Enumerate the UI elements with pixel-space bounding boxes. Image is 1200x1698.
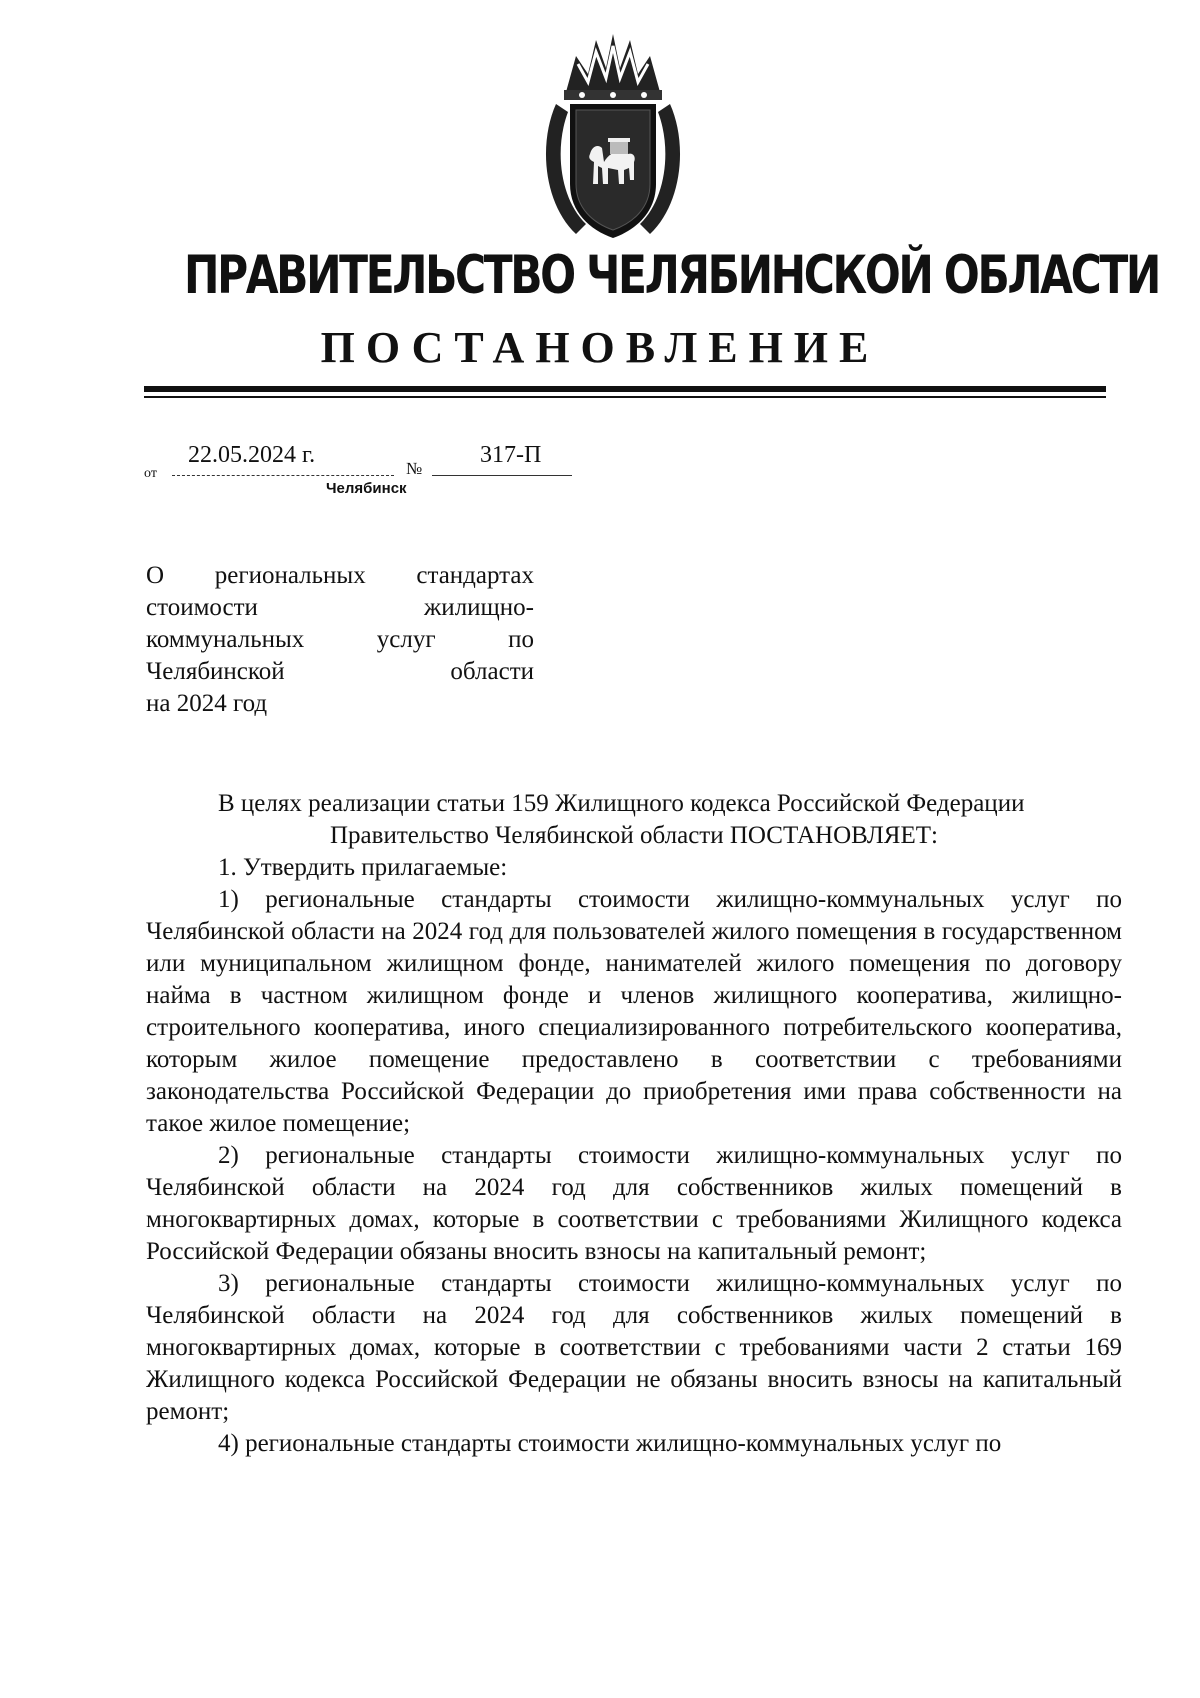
subitem-paragraph: 3) региональные стандарты стоимости жилищно-коммунальных услуг по Челябинской области на 2024 год для собственников жилых помещений в многоквартирных домах, которые в соответствии с требованиями части 2 статьи 169 Жилищного кодекса Российской Федерации не обязаны вносить взносы на капитальный ремонт; — [146, 1270, 1122, 1425]
item-paragraph: 1. Утвердить прилагаемые: — [218, 854, 508, 881]
subject-line: коммунальных услуг по — [146, 626, 534, 653]
header-divider-thick — [144, 386, 1106, 392]
document-number: 317-П — [480, 442, 542, 468]
organization-title: ПРАВИТЕЛЬСТВО ЧЕЛЯБИНСКОЙ ОБЛАСТИ — [184, 245, 1159, 306]
date-label: от — [144, 466, 157, 481]
subitem-paragraph: 4) региональные стандарты стоимости жилищно-коммунальных услуг по — [218, 1430, 1002, 1457]
subject-line: О региональных стандартах — [146, 562, 534, 589]
city-name: Челябинск — [326, 480, 407, 497]
subitem-paragraph: 2) региональные стандарты стоимости жилищно-коммунальных услуг по Челябинской области на 2024 год для собственников жилых помещений в многоквартирных домах, которые в соответствии с требованиями Жилищного кодекса Российской Федерации обязаны вносить взносы на капитальный ремонт; — [146, 1142, 1122, 1265]
header-divider-thin — [144, 396, 1106, 398]
document-body — [146, 788, 1122, 1460]
date-underline — [172, 475, 394, 476]
subitem-paragraph: 1) региональные стандарты стоимости жилищно-коммунальных услуг по Челябинской области на 2024 год для пользователей жилого помещения в государственном или муниципальном жилищном фонде, нанимателей жилого помещения по договору найма в частном жилищном фонде и членов жилищного кооператива, жилищно-строительного кооператива, иного специализированного потребительского кооператива, которым жилое помещение предоставлено в соответствии с требованиями законодательства Российской Федерации до приобретения ими права собственности на такое жилое помещение; — [146, 886, 1122, 1137]
subject-line: на 2024 год — [146, 690, 268, 717]
document-type-heading: ПОСТАНОВЛЕНИЕ — [320, 323, 880, 372]
document-date: 22.05.2024 г. — [188, 442, 316, 468]
preamble-paragraph: В целях реализации статьи 159 Жилищного кодекса Российской Федерации — [218, 790, 1025, 817]
camel-emblem-icon — [538, 34, 688, 244]
resolution-paragraph: Правительство Челябинской области ПОСТАНОВЛЯЕТ: — [330, 822, 938, 849]
document-subject — [146, 560, 534, 720]
number-underline — [432, 475, 572, 476]
subject-line: Челябинской области — [146, 658, 534, 685]
subject-line: стоимости жилищно- — [146, 594, 534, 621]
number-label: № — [406, 459, 423, 478]
coat-of-arms-emblem — [538, 34, 688, 244]
